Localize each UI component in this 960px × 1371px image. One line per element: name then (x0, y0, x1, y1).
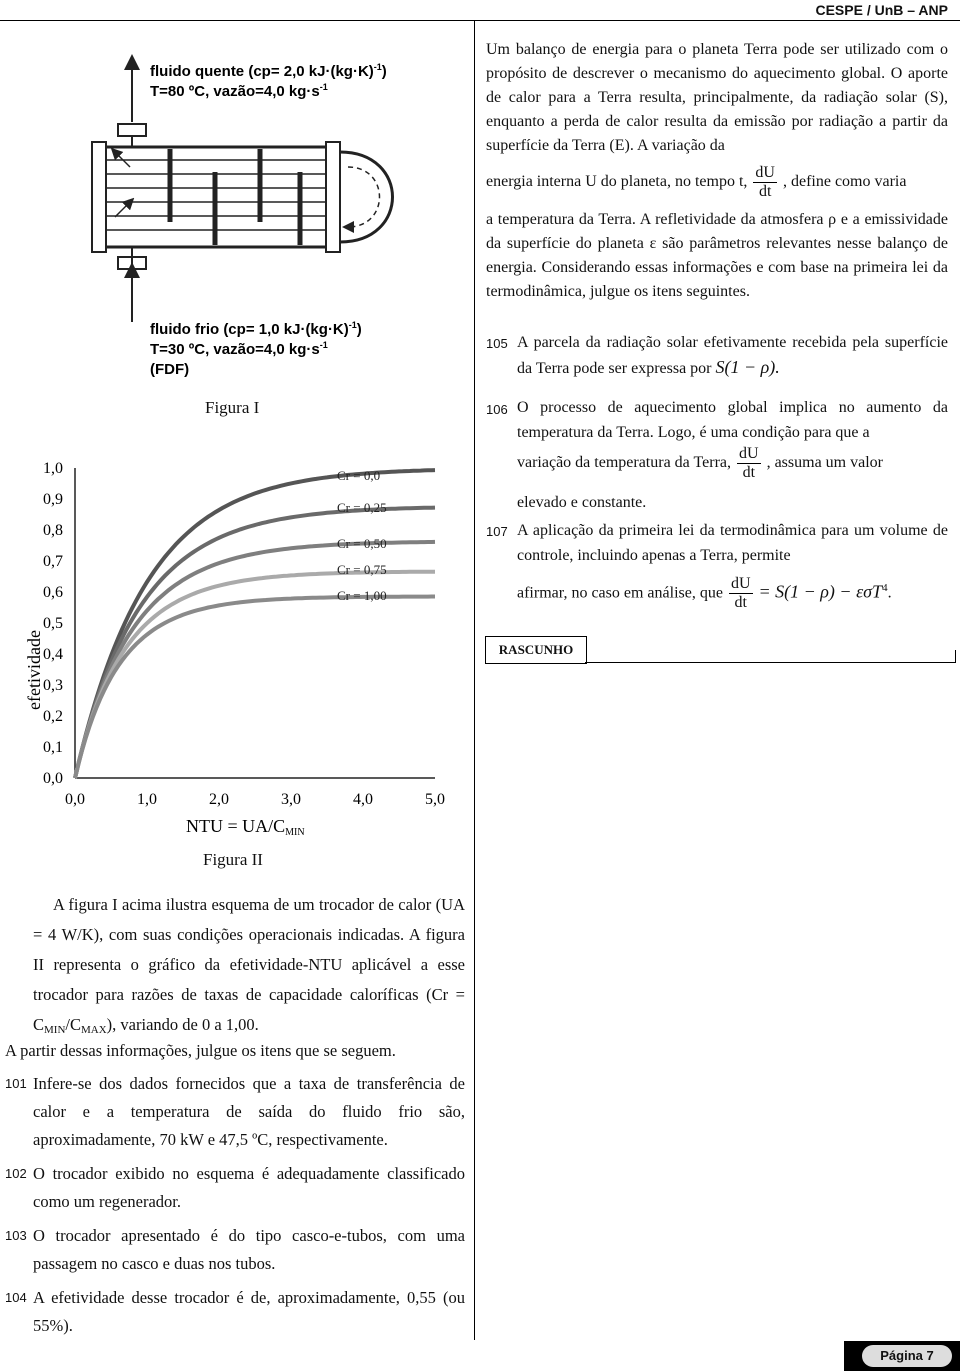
figure-1-caption: Figura I (205, 398, 260, 417)
item-106-a: O processo de aquecimento global implica no aumento da temperatura da Terra. Logo, é uma condição para que a (517, 399, 948, 441)
intro-paragraph: A figura I acima ilustra esquema de um trocador de calor (UA = 4 W/K), com suas condições operacionais indicadas. A figura II representa o gráfico da efetividade-NTU aplicável a esse trocador para razões de taxas de capacidade caloríficas $(Cr = C_{MIN}/C_{MAX})$, variando de 0 a 1,00. (33, 895, 465, 1036)
series-label: Cr = 1,00 (337, 588, 387, 603)
x-axis-label: NTU = UA/CMIN (186, 816, 305, 838)
item-106-c: elevado e constante. (517, 494, 647, 511)
header-rule (0, 20, 960, 21)
item-107-b: afirmar, no caso em análise, que $\frac{dU}{dt}$ = S(1 − ρ) − εσT$^4$. (517, 575, 892, 612)
series-label: Cr = 0,25 (337, 500, 387, 515)
item-104: 104 A efetividade desse trocador é de, aproximadamente, 0,55 (ou 55%). (5, 1288, 465, 1335)
rascunho-rule (585, 662, 955, 663)
item-101: 101 Infere-se dos dados fornecidos que a taxa de transferência de calor e a temperatura de saída do fluido frio são, aproximadamente, 70 kW e 47,5 ºC, respectivamente. (5, 1074, 465, 1149)
lead-sentence: A partir dessas informações, julgue os itens que se seguem. (5, 1041, 396, 1060)
y-tick-label: 0,4 (43, 646, 63, 663)
y-tick-label: 1,0 (43, 460, 63, 477)
right-paragraph-1: Um balanço de energia para o planeta Terra pode ser utilizado com o propósito de descrever o mecanismo do aquecimento global. O aporte de calor para a Terra resulta, principalmente, da radiação solar (S), enquanto a perda de calor resulta da emissão por radiação a partir da superfície da Terra (E). A variação da (486, 41, 948, 154)
item-107-number: 107 (486, 524, 508, 539)
y-tick-label: 0,6 (43, 584, 63, 601)
series-label: Cr = 0,75 (337, 562, 387, 577)
header-title: CESPE / UnB – ANP (815, 2, 948, 18)
y-tick-label: 0,9 (43, 491, 63, 508)
heat-exchanger-diagram (90, 52, 450, 382)
figure-2-caption: Figura II (203, 850, 263, 869)
y-tick-label: 0,3 (43, 677, 63, 694)
y-axis-label: efetividade (24, 630, 44, 710)
item-103: 103 O trocador apresentado é do tipo casco-e-tubos, com uma passagem no casco e duas nos tubos. (5, 1226, 465, 1273)
page-number: Página 7 (862, 1345, 952, 1367)
cold-fluid-tag: (FDF) (150, 361, 190, 378)
y-tick-label: 0,5 (43, 615, 63, 632)
y-tick-label: 0,0 (43, 770, 63, 787)
rascunho-tick (955, 650, 956, 663)
x-tick-label: 4,0 (353, 791, 373, 808)
item-102: 102 O trocador exibido no esquema é adequadamente classificado como um regenerador. (5, 1164, 465, 1211)
right-paragraph-2: energia interna U do planeta, no tempo t, $\frac{dU}{dt}$ , define como varia (486, 163, 907, 200)
item-106-number: 106 (486, 402, 508, 417)
series-label: Cr = 0,50 (337, 536, 387, 551)
hot-fluid-label: fluido quente (cp= 2,0 $kJ\cdot(kg\cdot K)^{-1}$) (150, 62, 387, 80)
y-tick-label: 0,8 (43, 522, 63, 539)
series-label: Cr = 0,0 (337, 468, 381, 483)
x-tick-label: 0,0 (65, 791, 85, 808)
x-tick-label: 5,0 (425, 791, 445, 808)
y-tick-label: 0,7 (43, 553, 63, 570)
item-105: A parcela da radiação solar efetivamente recebida pela superfície da Terra pode ser expressa por S(1 − ρ). (517, 334, 948, 377)
cold-fluid-label: fluido frio (cp= 1,0 $kJ\cdot(kg\cdot K)^{-1}$) (150, 320, 362, 338)
effectiveness-ntu-chart (0, 440, 470, 840)
item-105-number: 105 (486, 336, 508, 351)
y-tick-label: 0,1 (43, 739, 63, 756)
item-106-b: variação da temperatura da Terra, $\frac{dU}{dt}$ , assuma um valor (517, 444, 883, 481)
cold-fluid-conditions: T=30 ºC, vazão=4,0 $kg\cdot s^{-1}$ (150, 340, 328, 358)
rascunho-box: RASCUNHO (485, 636, 587, 664)
x-tick-label: 1,0 (137, 791, 157, 808)
column-divider (474, 20, 475, 1340)
du-dt-fraction: $\frac{dU}{dt}$ (755, 163, 775, 200)
x-tick-label: 2,0 (209, 791, 229, 808)
right-paragraph-3: a temperatura da Terra. A refletividade da atmosfera ρ e a emissividade da superfície do planeta ε são parâmetros relevantes nesse balanço de energia. Considerando essas informações e com base na primeira lei da termodinâmica, julgue os itens seguintes. (486, 211, 948, 300)
x-tick-label: 3,0 (281, 791, 301, 808)
item-107-a: A aplicação da primeira lei da termodinâmica para um volume de controle, incluindo apenas a Terra, permite (517, 522, 948, 564)
hot-fluid-conditions: T=80 ºC, vazão=4,0 $kg\cdot s^{-1}$ (150, 82, 328, 100)
y-tick-label: 0,2 (43, 708, 63, 725)
